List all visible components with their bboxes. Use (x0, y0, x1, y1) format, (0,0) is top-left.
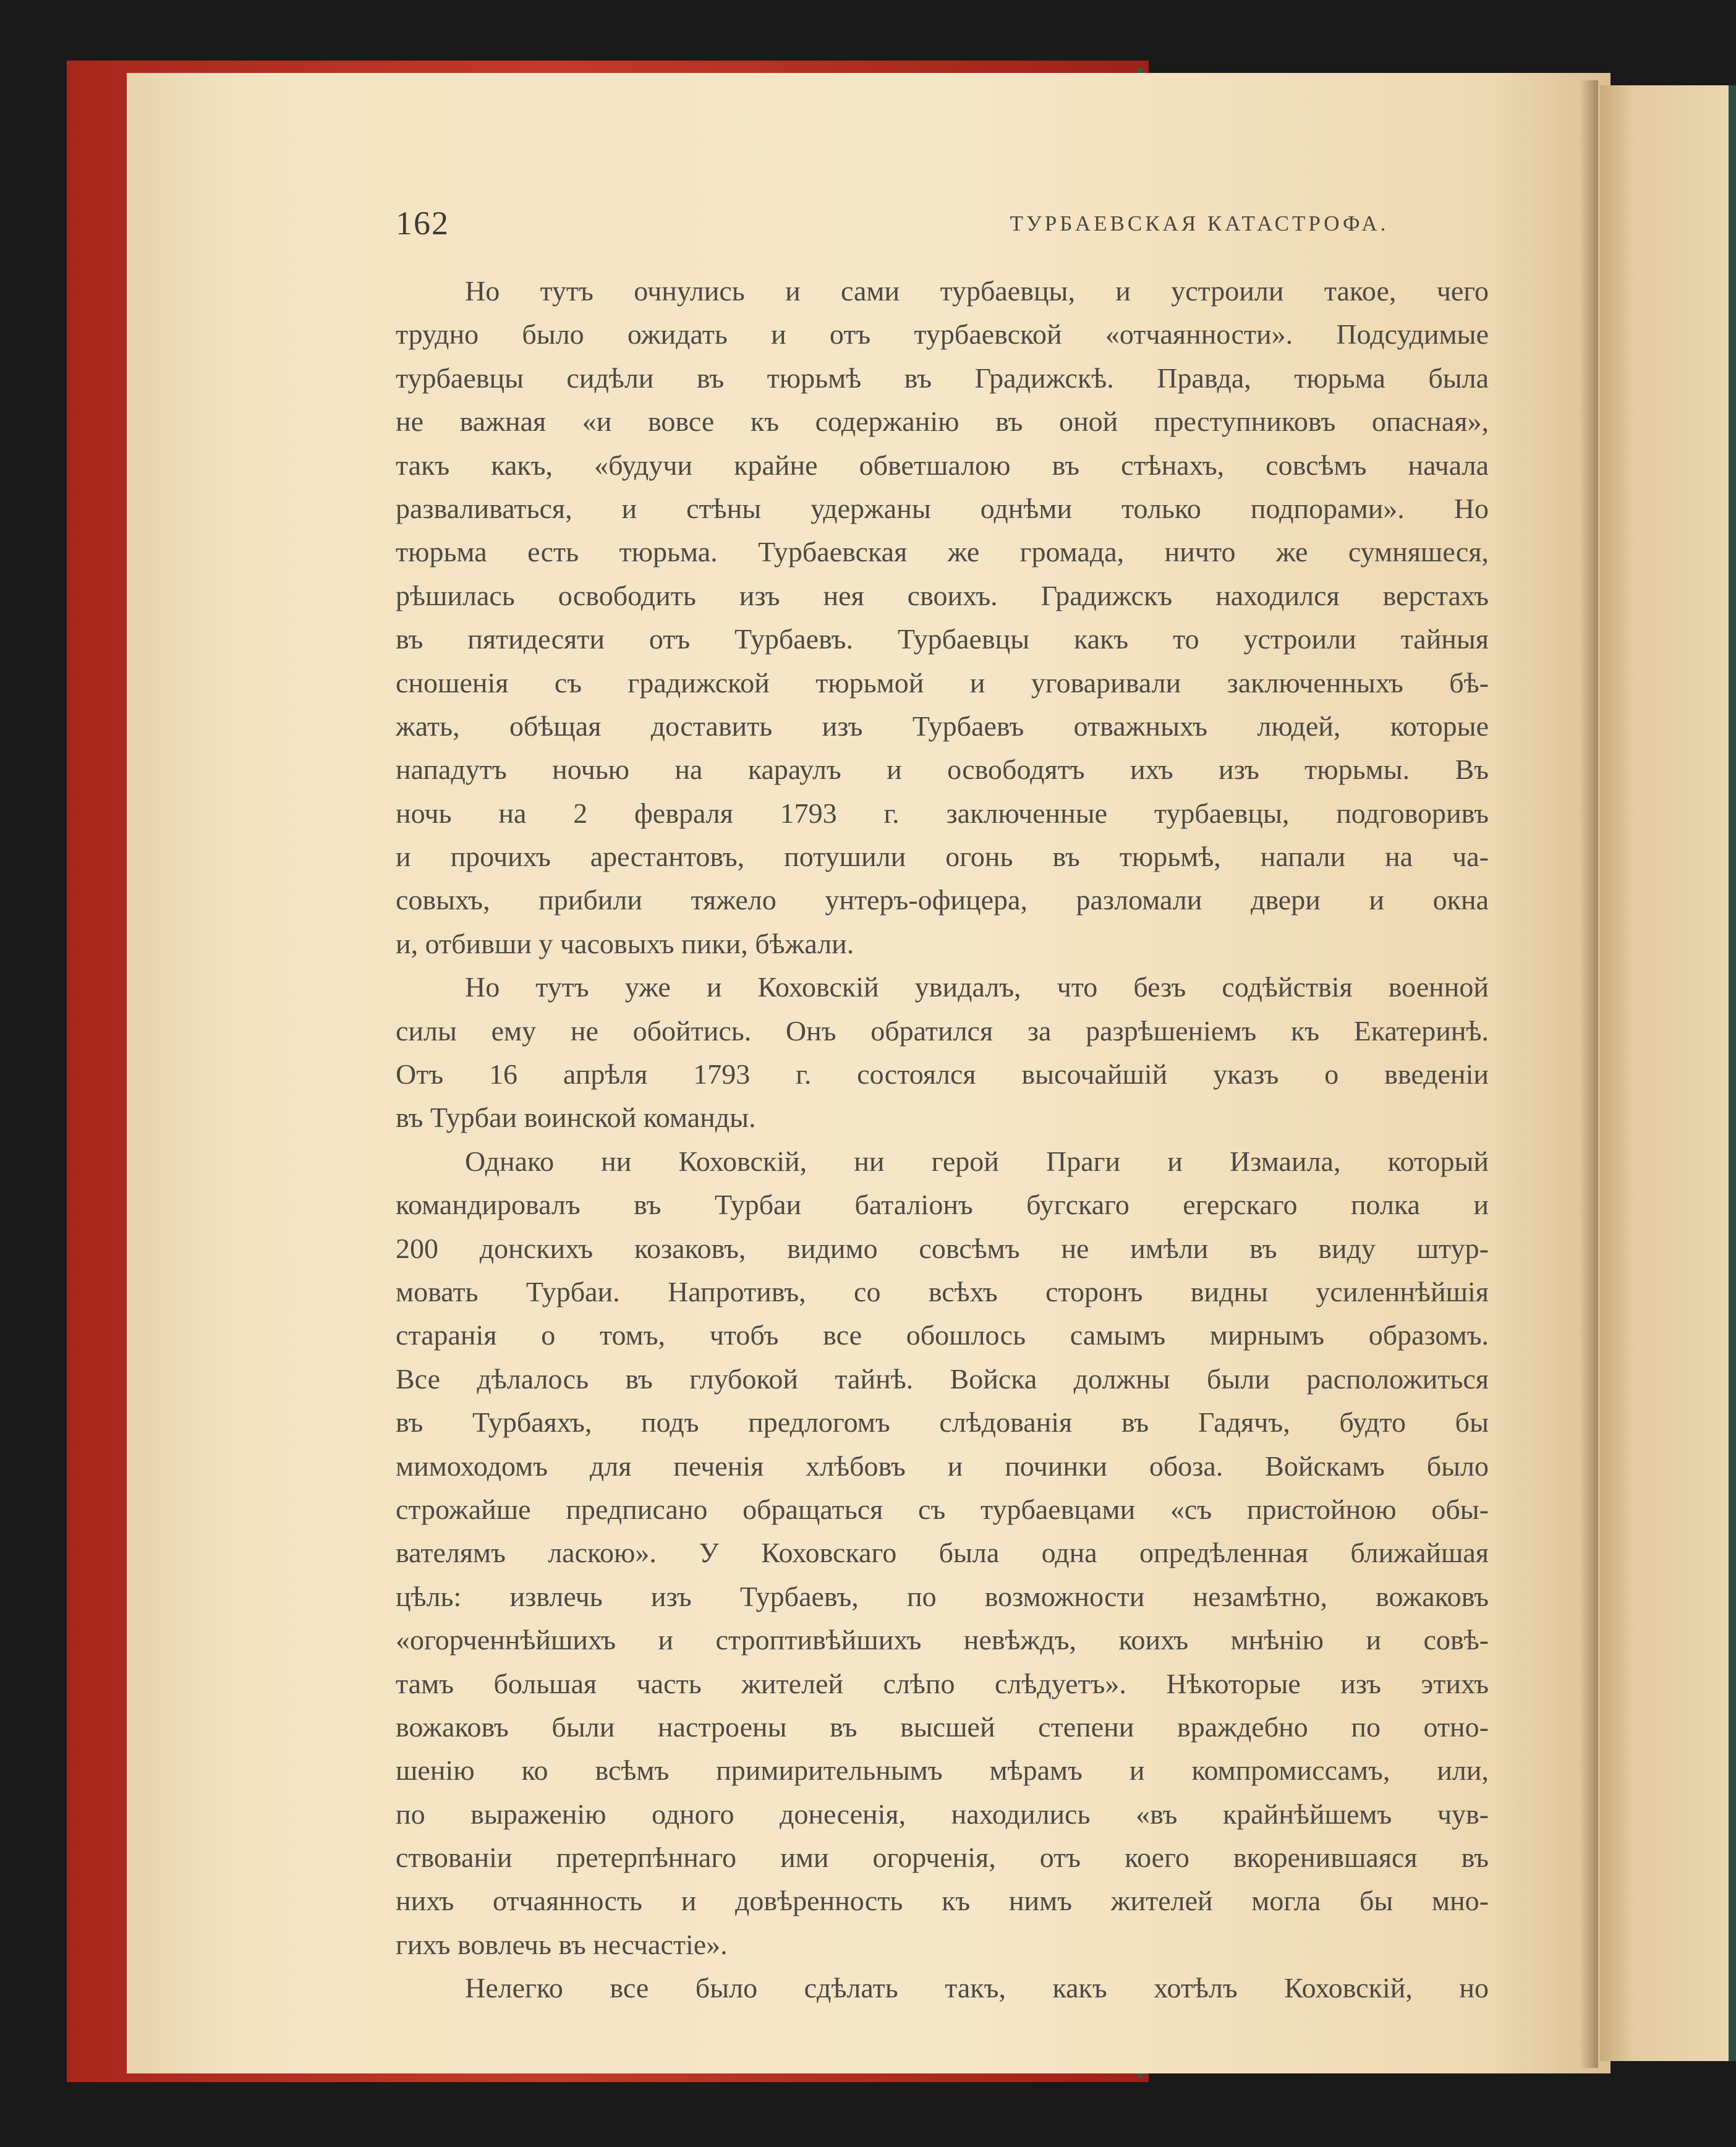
text-line: рѣшилась освободить изъ нея своихъ. Градижскъ находился верстахъ (396, 579, 1489, 611)
page-gutter-shadow (1580, 80, 1598, 2068)
body-text (396, 270, 1489, 2010)
page-header (396, 204, 1484, 247)
text-line: Все дѣлалось въ глубокой тайнѣ. Войска должны были расположиться (396, 1363, 1489, 1395)
text-line: вателямъ ласкою». У Коховскаго была одна опредѣленная ближайшая (396, 1537, 1489, 1569)
text-line: нападутъ ночью на караулъ и освободятъ ихъ изъ тюрьмы. Въ (396, 754, 1489, 786)
text-line: такъ какъ, «будучи крайне обветшалою въ стѣнахъ, совсѣмъ начала (396, 449, 1489, 481)
running-title: ТУРБАЕВСКАЯ КАТАСТРОФА. (1010, 211, 1389, 236)
text-line: Но тутъ очнулись и сами турбаевцы, и устроили такое, чего (465, 275, 1489, 307)
text-line: и, отбивши у часовыхъ пики, бѣжали. (396, 927, 854, 959)
text-line: 200 донскихъ козаковъ, видимо совсѣмъ не имѣли въ виду штур- (396, 1232, 1489, 1264)
text-line: «огорченнѣйшихъ и строптивѣйшихъ невѣждъ, коихъ мнѣнію и совѣ- (396, 1624, 1489, 1656)
facing-page-edge (1600, 85, 1736, 2061)
text-line: и прочихъ арестантовъ, потушили огонь въ тюрьмѣ, напали на ча- (396, 841, 1489, 873)
text-line: жать, обѣщая доставить изъ Турбаевъ отважныхъ людей, которые (396, 710, 1489, 742)
facing-cover-edge (1729, 85, 1736, 2061)
text-line: Отъ 16 апрѣля 1793 г. состоялся высочайшій указъ о введеніи (396, 1058, 1489, 1091)
text-line: силы ему не обойтись. Онъ обратился за разрѣшеніемъ къ Екатеринѣ. (396, 1014, 1489, 1047)
text-line: тамъ большая часть жителей слѣпо слѣдуетъ». Нѣкоторые изъ этихъ (396, 1667, 1489, 1699)
text-line: нихъ отчаянность и довѣренность къ нимъ жителей могла бы мно- (396, 1885, 1489, 1917)
text-line: мовать Турбаи. Напротивъ, со всѣхъ сторонъ видны усиленнѣйшія (396, 1275, 1489, 1307)
text-line: Однако ни Коховскій, ни герой Праги и Измаила, который (465, 1145, 1489, 1177)
text-line: ствованіи претерпѣннаго ими огорченія, отъ коего вкоренившаяся въ (396, 1842, 1489, 1874)
text-line: трудно было ожидать и отъ турбаевской «отчаянности». Подсудимые (396, 318, 1489, 351)
text-line: шенію ко всѣмъ примирительнымъ мѣрамъ и компромиссамъ, или, (396, 1754, 1489, 1787)
text-line: командировалъ въ Турбаи баталіонъ бугскаго егерскаго полка и (396, 1189, 1489, 1221)
text-line: въ Турбаи воинской команды. (396, 1102, 756, 1134)
text-line: ночь на 2 февраля 1793 г. заключенные турбаевцы, подговоривъ (396, 797, 1489, 829)
page-number: 162 (396, 205, 449, 242)
text-line: по выраженію одного донесенія, находились «въ крайнѣйшемъ чув- (396, 1798, 1489, 1830)
text-line: совыхъ, прибили тяжело унтеръ-офицера, разломали двери и окна (396, 884, 1489, 916)
text-line: не важная «и вовсе къ содержанію въ оной преступниковъ опасная», (396, 406, 1489, 438)
text-line: мимоходомъ для печенія хлѣбовъ и починки обоза. Войскамъ было (396, 1450, 1489, 1482)
text-line: Но тутъ уже и Коховскій увидалъ, что безъ содѣйствія военной (465, 971, 1489, 1003)
text-line: Нелегко все было сдѣлать такъ, какъ хотѣлъ Коховскій, но (465, 1972, 1489, 2004)
text-line: разваливаться, и стѣны удержаны однѣми только подпорами». Но (396, 492, 1489, 524)
text-line: строжайше предписано обращаться съ турбаевцами «съ пристойною обы- (396, 1493, 1489, 1525)
text-line: сношенія съ градижской тюрьмой и уговаривали заключенныхъ бѣ- (396, 666, 1489, 699)
text-line: вожаковъ были настроены въ высшей степени враждебно по отно- (396, 1711, 1489, 1743)
text-line: въ пятидесяти отъ Турбаевъ. Турбаевцы какъ то устроили тайныя (396, 623, 1489, 655)
text-line: цѣль: извлечь изъ Турбаевъ, по возможности незамѣтно, вожаковъ (396, 1580, 1489, 1612)
text-line: турбаевцы сидѣли въ тюрьмѣ въ Градижскѣ. Правда, тюрьма была (396, 362, 1489, 394)
text-line: гихъ вовлечь въ несчастіе». (396, 1928, 728, 1960)
text-line: тюрьма есть тюрьма. Турбаевская же громада, ничто же сумняшеся, (396, 536, 1489, 568)
text-line: въ Турбаяхъ, подъ предлогомъ слѣдованія въ Гадячъ, будто бы (396, 1406, 1489, 1439)
text-line: старанія о томъ, чтобъ все обошлось самымъ мирнымъ образомъ. (396, 1319, 1489, 1351)
